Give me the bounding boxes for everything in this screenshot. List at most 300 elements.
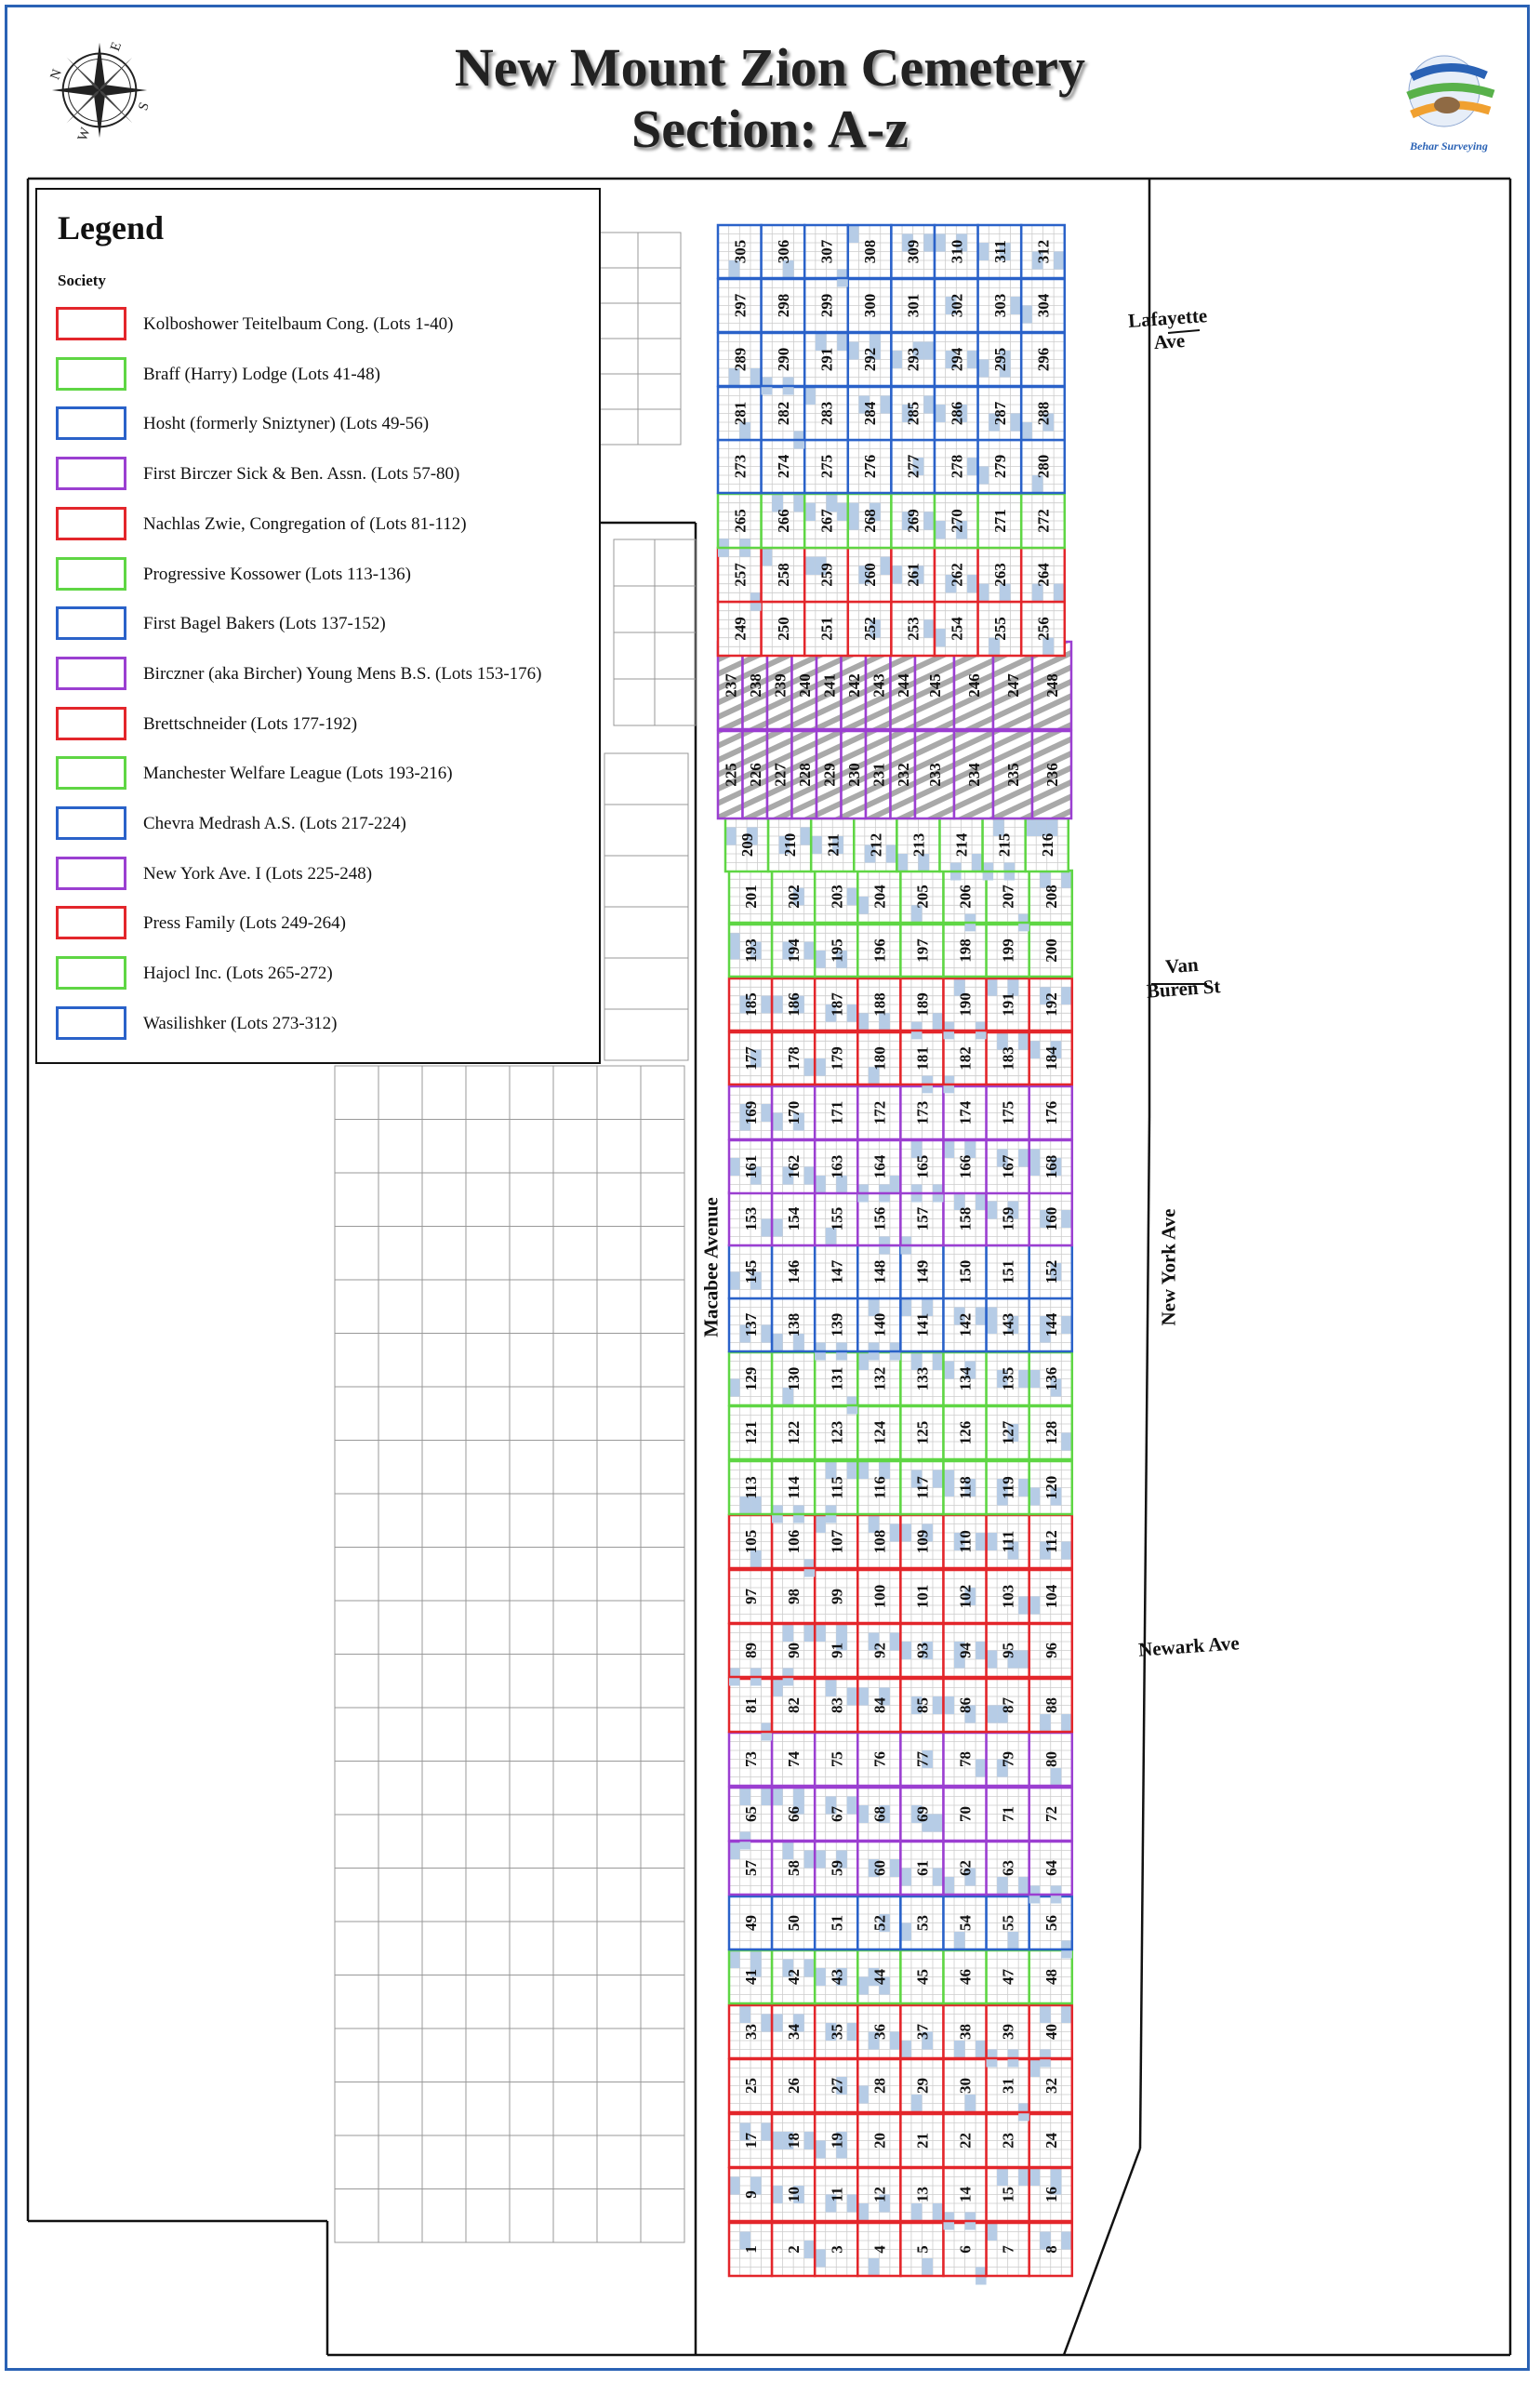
western-lot — [335, 1494, 378, 1548]
western-lot — [510, 1227, 553, 1281]
lot-number: 231 — [870, 763, 888, 787]
lot-number: 66 — [785, 1806, 803, 1822]
western-lot — [378, 1762, 422, 1816]
western-lot — [510, 1708, 553, 1762]
western-lot — [641, 1280, 684, 1334]
lot — [815, 924, 857, 977]
lot — [944, 2168, 987, 2230]
lot-number: 37 — [913, 2024, 932, 2040]
street-label-van-buren — [1144, 951, 1221, 1003]
lot — [987, 2168, 1029, 2221]
lot-number: 287 — [990, 401, 1009, 426]
lot-number: 278 — [948, 454, 966, 479]
lot-number: 51 — [828, 1915, 846, 1931]
occupied-plot — [976, 1760, 987, 1777]
lot — [718, 494, 762, 557]
lot-number: 263 — [990, 563, 1009, 587]
lot-number: 244 — [894, 673, 912, 698]
western-lot — [553, 2189, 597, 2243]
lot — [762, 387, 805, 449]
western-lot — [553, 1655, 597, 1709]
lot-number: 214 — [952, 832, 971, 858]
lot — [1029, 1679, 1072, 1732]
lot-number: 310 — [948, 239, 966, 264]
western-lot — [510, 1494, 553, 1548]
western-lot — [604, 805, 688, 856]
lot — [987, 978, 1029, 1031]
occupied-plot — [886, 845, 897, 863]
lot-number: 293 — [904, 347, 923, 372]
lot-number: 216 — [1038, 832, 1056, 858]
lot — [815, 2223, 857, 2276]
lot — [762, 225, 805, 278]
lot — [848, 494, 892, 548]
occupied-plot — [729, 942, 740, 960]
lot-number: 71 — [999, 1806, 1017, 1822]
western-lot — [335, 2189, 378, 2243]
western-lot — [597, 1708, 641, 1762]
lot-number: 240 — [795, 673, 814, 698]
lot-number: 197 — [913, 938, 932, 963]
lot-number: 297 — [731, 293, 750, 318]
legend-item — [56, 505, 595, 542]
western-lot — [466, 1227, 510, 1281]
lot-grid — [718, 225, 1072, 2285]
lot-number: 232 — [894, 763, 912, 787]
lot-number: 229 — [820, 763, 839, 787]
lot — [944, 1192, 987, 1245]
occupied-plot — [935, 405, 946, 422]
lot — [987, 1461, 1029, 1514]
western-lot — [335, 1815, 378, 1869]
lot-number: 62 — [956, 1860, 975, 1876]
lot — [857, 2005, 900, 2058]
lot-number: 95 — [999, 1643, 1017, 1658]
lot — [935, 333, 978, 386]
western-lot — [553, 1280, 597, 1334]
lot-number: 79 — [999, 1751, 1017, 1767]
western-lot — [422, 1494, 466, 1548]
lot — [954, 731, 993, 818]
lot — [1029, 924, 1072, 977]
lot-number: 236 — [1043, 763, 1061, 787]
western-lot — [597, 1227, 641, 1281]
lot-number: 63 — [999, 1860, 1017, 1876]
lot — [978, 333, 1022, 386]
lot-number: 36 — [870, 2024, 889, 2040]
western-lot — [553, 1120, 597, 1174]
lot-number: 2 — [785, 2245, 803, 2254]
lot-number: 96 — [1042, 1643, 1060, 1658]
western-lot — [335, 1708, 378, 1762]
lot-number: 274 — [774, 454, 792, 479]
lot-number: 188 — [870, 992, 889, 1017]
lot — [815, 1788, 857, 1841]
lot — [772, 1298, 815, 1351]
lot-number: 195 — [828, 938, 846, 963]
lot-number: 126 — [956, 1420, 975, 1445]
occupied-plot — [815, 2141, 826, 2159]
lot — [772, 1140, 815, 1193]
legend-item — [56, 455, 595, 492]
lot — [1029, 1896, 1072, 1959]
lot-number: 44 — [870, 1969, 889, 1985]
western-lot — [597, 1762, 641, 1816]
legend-item — [56, 855, 595, 892]
lot — [978, 602, 1022, 656]
lot-number: 33 — [742, 2024, 761, 2040]
legend-swatch — [56, 857, 126, 890]
occupied-plot — [890, 1859, 901, 1877]
lot-number: 82 — [785, 1697, 803, 1713]
lot — [729, 978, 772, 1031]
occupied-plot — [857, 2203, 869, 2221]
lot — [772, 1352, 815, 1405]
lot-number: 280 — [1034, 454, 1053, 479]
lot-number: 40 — [1042, 2024, 1060, 2040]
western-lot — [553, 1762, 597, 1816]
lot — [944, 1140, 987, 1193]
occupied-plot — [997, 2168, 1008, 2186]
occupied-plot — [972, 854, 983, 871]
lot-number: 173 — [913, 1100, 932, 1125]
lot-number: 148 — [870, 1259, 889, 1284]
western-lot — [510, 1387, 553, 1441]
lot-number: 100 — [870, 1584, 889, 1609]
western-lot — [378, 2189, 422, 2243]
lot-number: 88 — [1042, 1697, 1060, 1713]
lot — [718, 548, 762, 611]
street-label-lafayette-line2: Ave — [1152, 328, 1186, 354]
lot-number: 77 — [913, 1751, 932, 1767]
lot — [987, 1515, 1029, 1568]
lot-number: 112 — [1042, 1530, 1060, 1553]
lot-number: 187 — [828, 992, 846, 1017]
occupied-plot — [933, 1815, 944, 1832]
occupied-plot — [1029, 2059, 1041, 2077]
lot — [815, 2059, 857, 2112]
lot-number: 153 — [742, 1206, 761, 1231]
lot — [1029, 871, 1072, 923]
lot — [772, 1515, 815, 1577]
lot-number: 16 — [1042, 2187, 1060, 2202]
occupied-plot — [1061, 2005, 1072, 2023]
lot-number: 284 — [861, 401, 880, 426]
lot — [900, 1298, 943, 1351]
lot-number: 144 — [1042, 1312, 1060, 1337]
occupied-plot — [772, 1679, 783, 1696]
occupied-plot — [923, 396, 935, 414]
western-lot — [641, 1066, 684, 1120]
lot — [915, 731, 954, 818]
lot — [729, 1192, 772, 1245]
occupied-plot — [967, 575, 978, 592]
occupied-plot — [1018, 1370, 1029, 1388]
lot-number: 21 — [913, 2133, 932, 2148]
lot-number: 175 — [999, 1100, 1017, 1125]
lot — [900, 1140, 943, 1203]
lot-number: 196 — [870, 938, 889, 963]
western-lot — [466, 1387, 510, 1441]
occupied-plot — [772, 1788, 783, 1805]
legend-item — [56, 305, 595, 342]
lot — [900, 978, 943, 1039]
lot-number: 69 — [913, 1806, 932, 1822]
lot — [857, 1842, 900, 1895]
lot — [729, 1298, 772, 1351]
lot — [900, 2168, 943, 2221]
legend-item — [56, 355, 595, 392]
western-lot — [422, 2082, 466, 2136]
western-lot — [614, 632, 655, 679]
western-lot — [378, 1387, 422, 1441]
compass-letter-e: E — [107, 40, 126, 54]
lot-number: 111 — [999, 1530, 1017, 1553]
lot-number: 57 — [742, 1860, 761, 1876]
lot — [729, 1406, 772, 1459]
lot-number: 238 — [746, 673, 764, 698]
lot-number: 132 — [870, 1366, 889, 1391]
occupied-plot — [1029, 1041, 1041, 1058]
lot — [993, 731, 1032, 818]
lot-number: 104 — [1042, 1584, 1060, 1609]
lot — [857, 1406, 900, 1459]
lot — [900, 2005, 943, 2058]
western-lot — [641, 2082, 684, 2136]
lot-number: 25 — [742, 2078, 761, 2094]
western-lot — [466, 1066, 510, 1120]
lot-number: 74 — [785, 1751, 803, 1767]
western-lot — [466, 1334, 510, 1388]
western-lot — [335, 2135, 378, 2189]
lot-number: 73 — [742, 1751, 761, 1767]
lot-number: 86 — [956, 1697, 975, 1713]
lot-number: 210 — [781, 832, 800, 858]
lot — [891, 225, 935, 278]
western-lot — [510, 1762, 553, 1816]
western-lot — [422, 1227, 466, 1281]
lot — [1029, 1461, 1072, 1514]
lot — [935, 279, 978, 332]
occupied-plot — [847, 2195, 858, 2213]
lot — [1029, 2005, 1072, 2068]
western-lot — [378, 1173, 422, 1227]
occupied-plot — [911, 2095, 923, 2112]
western-lot — [597, 1975, 641, 2029]
lot — [772, 871, 815, 923]
lot — [1029, 1788, 1072, 1841]
street-label-lafayette — [1127, 304, 1209, 356]
lot — [729, 1140, 772, 1193]
occupied-plot — [987, 978, 998, 996]
lot-number: 252 — [861, 617, 880, 641]
occupied-plot — [729, 1950, 740, 1968]
western-lot — [597, 1334, 641, 1388]
lot — [944, 871, 987, 931]
western-lot — [422, 1173, 466, 1227]
lot-number: 48 — [1042, 1969, 1060, 1985]
occupied-plot — [783, 1842, 794, 1859]
occupied-plot — [848, 225, 859, 243]
lot-number: 42 — [785, 1969, 803, 1985]
lot-number: 281 — [731, 401, 750, 426]
lot-number: 200 — [1042, 938, 1060, 963]
western-lot — [510, 1120, 553, 1174]
lot — [1029, 1140, 1072, 1193]
western-lot — [422, 1066, 466, 1120]
lot-number: 306 — [774, 239, 792, 264]
western-lot — [422, 2135, 466, 2189]
lot — [900, 1624, 943, 1677]
lot — [1021, 494, 1065, 548]
lot — [772, 2168, 815, 2221]
lot-number: 11 — [828, 2187, 846, 2202]
lot — [772, 1032, 815, 1084]
western-lot — [510, 2189, 553, 2243]
lot — [900, 871, 943, 923]
lot — [935, 602, 978, 656]
lot-number: 56 — [1042, 1915, 1060, 1931]
occupied-plot — [1061, 1433, 1072, 1451]
western-lot — [335, 1922, 378, 1975]
western-lot — [422, 1441, 466, 1495]
lot-number: 102 — [956, 1584, 975, 1609]
lot — [900, 1352, 943, 1405]
occupied-plot — [804, 557, 816, 575]
lot-number: 256 — [1034, 617, 1053, 641]
western-lot — [510, 1869, 553, 1922]
lot — [987, 1298, 1029, 1351]
lot-number: 140 — [870, 1312, 889, 1337]
western-lot — [595, 233, 638, 268]
western-lot — [510, 1975, 553, 2029]
lot — [815, 1032, 857, 1084]
lot-number: 257 — [731, 563, 750, 587]
lot — [935, 440, 978, 493]
occupied-plot — [725, 828, 737, 845]
western-lot — [510, 1280, 553, 1334]
lot — [900, 1842, 943, 1895]
occupied-plot — [1061, 987, 1072, 1004]
occupied-plot — [804, 1624, 816, 1642]
lot-number: 49 — [742, 1915, 761, 1931]
lot — [987, 1245, 1029, 1298]
lot-number: 105 — [742, 1529, 761, 1554]
lot-number: 259 — [817, 563, 836, 587]
lot — [772, 1950, 815, 2003]
occupied-plot — [1040, 2005, 1051, 2023]
western-lot — [641, 1975, 684, 2029]
western-lot — [422, 1762, 466, 1816]
lot — [857, 1896, 900, 1949]
lot-number: 101 — [913, 1584, 932, 1609]
lot-number: 182 — [956, 1046, 975, 1071]
lot-number: 294 — [948, 347, 966, 372]
lot — [1029, 1406, 1072, 1459]
lot — [987, 1406, 1029, 1459]
lot-number: 298 — [774, 293, 792, 318]
lot-number: 163 — [828, 1154, 846, 1179]
occupied-plot — [976, 1642, 987, 1659]
lot — [729, 1733, 772, 1786]
lot-number: 72 — [1042, 1806, 1060, 1822]
lot — [944, 1352, 987, 1405]
lot — [944, 978, 987, 1039]
lot-number: 227 — [771, 763, 790, 787]
lot-number: 65 — [742, 1806, 761, 1822]
occupied-plot — [815, 1851, 826, 1869]
lot-number: 3 — [828, 2245, 846, 2254]
occupied-plot — [783, 1624, 794, 1642]
lot-number: 19 — [828, 2133, 846, 2148]
occupied-plot — [1011, 414, 1022, 432]
western-lot — [638, 409, 681, 445]
western-lot — [641, 1334, 684, 1388]
lot — [1029, 1950, 1072, 2003]
occupied-plot — [944, 1877, 955, 1895]
western-lot — [335, 1173, 378, 1227]
lot-number: 9 — [742, 2190, 761, 2199]
lot-number: 304 — [1034, 293, 1053, 318]
lot-number: 288 — [1034, 401, 1053, 426]
lot — [815, 1842, 857, 1895]
lot-number: 39 — [999, 2024, 1017, 2040]
lot-number: 183 — [999, 1046, 1017, 1071]
lot-number: 242 — [844, 673, 863, 698]
lot-number: 262 — [948, 563, 966, 587]
western-lot — [553, 1494, 597, 1548]
lot-number: 300 — [861, 293, 880, 318]
western-lot — [422, 1280, 466, 1334]
lot — [857, 1570, 900, 1623]
occupied-plot — [933, 1869, 944, 1886]
lot — [729, 2168, 772, 2221]
lot-number: 52 — [870, 1915, 889, 1931]
lot-number: 190 — [956, 992, 975, 1017]
occupied-plot — [978, 360, 989, 378]
western-lot — [641, 1120, 684, 1174]
occupied-plot — [954, 1932, 965, 1949]
occupied-plot — [847, 1797, 858, 1815]
lot — [987, 2223, 1029, 2276]
lot — [857, 871, 900, 923]
lot — [729, 1624, 772, 1686]
western-lot — [510, 1334, 553, 1388]
lot — [900, 1950, 943, 2003]
lot — [729, 1245, 772, 1298]
occupied-plot — [1018, 1651, 1029, 1669]
lot — [987, 1788, 1029, 1841]
street-label-newark: Newark Ave — [1137, 1631, 1241, 1661]
occupied-plot — [826, 1461, 837, 1479]
lot-number: 177 — [742, 1046, 761, 1071]
lot-number: 141 — [913, 1312, 932, 1337]
occupied-plot — [900, 1642, 911, 1659]
lot — [804, 387, 848, 440]
occupied-plot — [772, 2015, 783, 2032]
occupied-plot — [976, 1308, 987, 1325]
lot-number: 138 — [785, 1312, 803, 1337]
lot-number: 43 — [828, 1969, 846, 1985]
legend-label: Progressive Kossower (Lots 113-136) — [143, 564, 411, 584]
lot — [729, 1788, 772, 1850]
lot-number: 191 — [999, 992, 1017, 1017]
lot — [891, 731, 916, 818]
western-lot — [553, 1869, 597, 1922]
lot — [944, 1515, 987, 1568]
street-label-new-york: New York Ave — [1157, 1208, 1180, 1326]
lot — [815, 1140, 857, 1193]
